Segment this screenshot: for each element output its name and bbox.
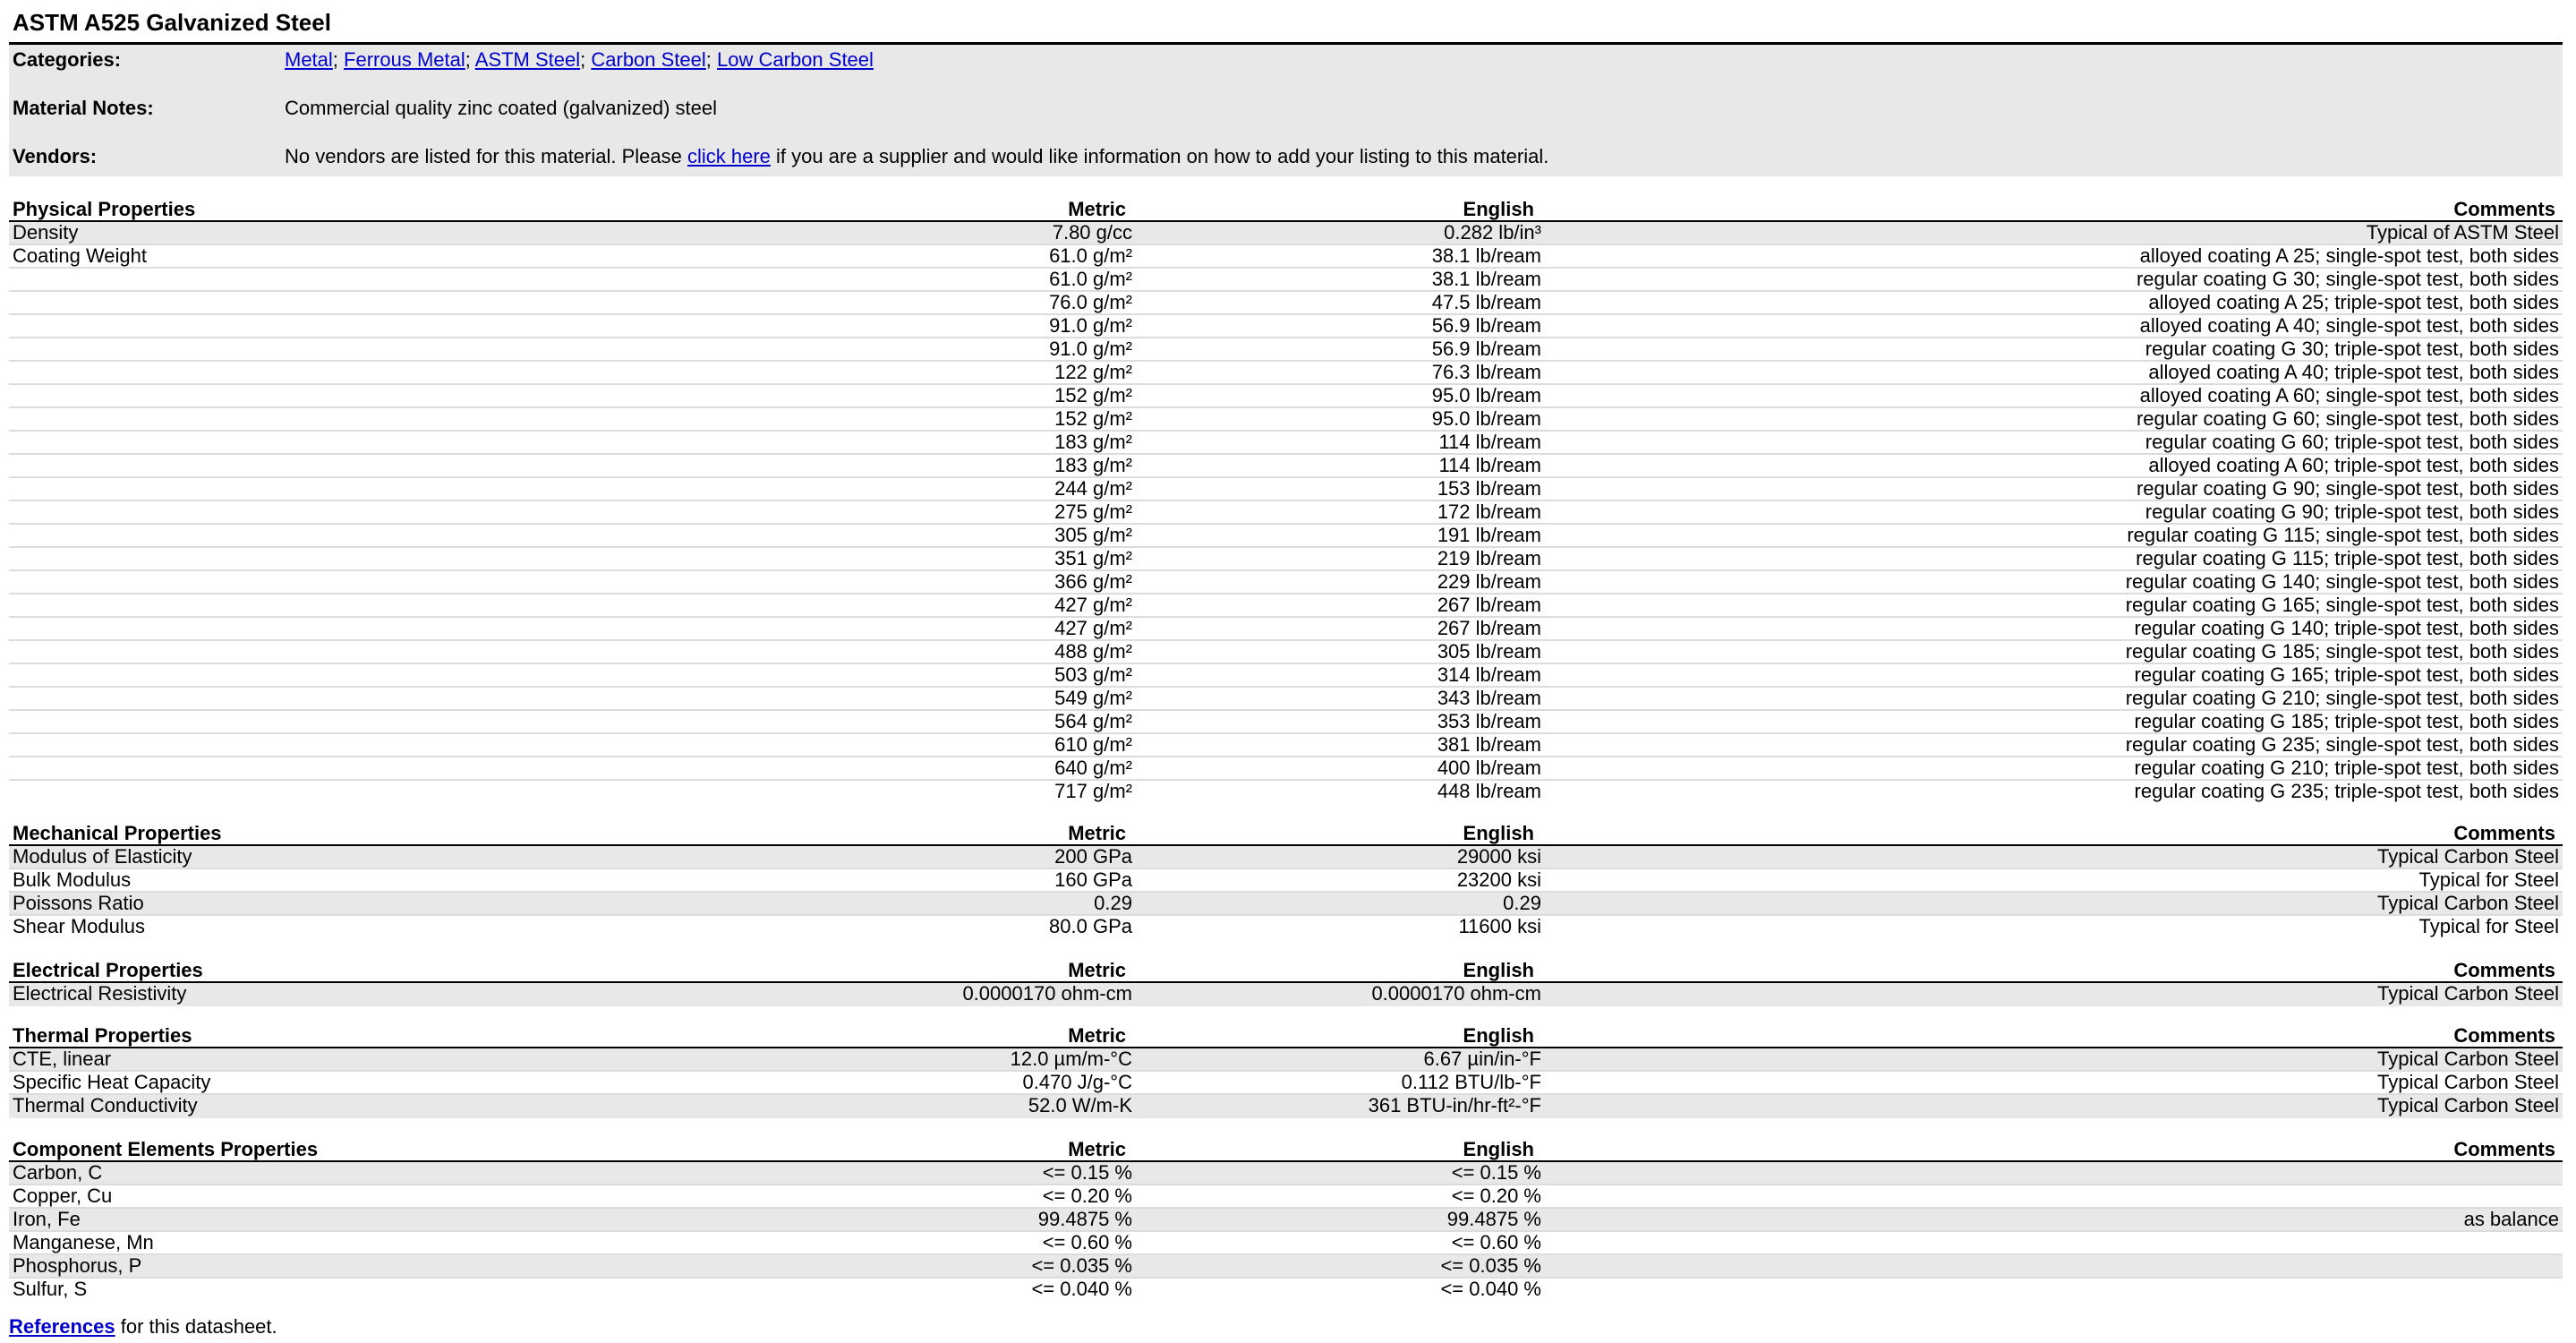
comment-text: regular coating G 140; single-spot test, both sides [2125,570,2559,593]
comment-text: Typical Carbon Steel [2377,1048,2559,1070]
english-value: 23200 ksi [1456,868,1541,891]
english-value: <= 0.040 % [1440,1278,1541,1300]
metric-value: 183 g/m² [1054,431,1132,453]
metric-value: 76.0 g/m² [1049,291,1132,313]
english-value: 114 lb/ream [1438,454,1541,476]
column-header-comments: Comments [2453,198,2555,220]
table-row [9,362,2563,385]
table-row [9,292,2563,315]
column-header-english: English [1463,198,1534,220]
table-row [9,455,2563,478]
english-value: 38.1 lb/ream [1431,268,1541,290]
section-header [9,199,2563,222]
comment-text: regular coating G 185; single-spot test, both sides [2125,640,2559,663]
english-value: 56.9 lb/ream [1431,314,1541,337]
english-value: 353 lb/ream [1437,710,1541,732]
metric-value: 610 g/m² [1054,733,1132,756]
comment-text: regular coating G 115; single-spot test, both sides [2127,524,2559,546]
categories-row [9,47,2563,73]
material-notes-value: Commercial quality zinc coated (galvanized) steel [285,97,717,119]
section-title: Thermal Properties [13,1024,192,1047]
metric-value: 61.0 g/m² [1049,268,1132,290]
english-value: 29000 ksi [1456,845,1541,868]
metric-value: <= 0.20 % [1042,1185,1132,1207]
english-value: 95.0 lb/ream [1431,384,1541,406]
column-header-comments: Comments [2453,822,2555,844]
english-value: 191 lb/ream [1437,524,1541,546]
metric-value: 52.0 W/m-K [1028,1094,1132,1116]
english-value: 219 lb/ream [1437,547,1541,569]
column-header-english: English [1463,1024,1534,1047]
category-link[interactable]: Carbon Steel [591,48,706,71]
table-row [9,571,2563,595]
comment-text: regular coating G 165; single-spot test, both sides [2125,594,2559,616]
section-title: Electrical Properties [13,959,203,981]
material-notes-label: Material Notes: [13,97,154,119]
table-row [9,1162,2563,1185]
column-header-english: English [1463,822,1534,844]
english-value: 343 lb/ream [1437,687,1541,709]
english-value: 114 lb/ream [1438,431,1541,453]
table-row [9,781,2563,804]
english-value: 448 lb/ream [1437,780,1541,802]
table-row [9,1255,2563,1279]
table-row [9,548,2563,571]
metric-value: 152 g/m² [1054,384,1132,406]
english-value: 0.29 [1503,892,1541,914]
english-value: 361 BTU-in/hr-ft²-°F [1368,1094,1541,1116]
column-header-english: English [1463,959,1534,981]
english-value: <= 0.15 % [1451,1161,1541,1184]
table-row [9,983,2563,1006]
category-separator: ; [705,48,718,71]
english-value: <= 0.20 % [1451,1185,1541,1207]
table-row [9,893,2563,916]
metric-value: 99.4875 % [1037,1208,1132,1230]
metric-value: 61.0 g/m² [1049,244,1132,267]
vendors-click-here-link[interactable]: click here [687,145,771,167]
metric-value: 275 g/m² [1054,500,1132,523]
table-row [9,245,2563,269]
section-header [9,1025,2563,1048]
comment-text: regular coating G 140; triple-spot test, both sides [2134,617,2559,639]
section-title: Mechanical Properties [13,822,222,844]
metric-value: 91.0 g/m² [1049,338,1132,360]
comment-text: regular coating G 90; triple-spot test, both sides [2145,500,2559,523]
table-row [9,757,2563,781]
category-separator: ; [332,48,345,71]
english-value: 38.1 lb/ream [1431,244,1541,267]
metric-value: 200 GPa [1054,845,1132,868]
metric-value: 640 g/m² [1054,757,1132,779]
property-name: Modulus of Elasticity [13,845,192,868]
table-row [9,1279,2563,1302]
metric-value: 7.80 g/cc [1052,221,1132,244]
table-row [9,1209,2563,1232]
table-row [9,432,2563,455]
table-row [9,711,2563,734]
comment-text: regular coating G 235; single-spot test, both sides [2125,733,2559,756]
property-name: Iron, Fe [13,1208,81,1230]
english-value: <= 0.60 % [1451,1231,1541,1253]
table-row [9,688,2563,711]
english-value: <= 0.035 % [1440,1254,1541,1277]
comment-text: regular coating G 30; single-spot test, both sides [2136,268,2559,290]
metric-value: 91.0 g/m² [1049,314,1132,337]
property-name: Bulk Modulus [13,868,132,891]
metric-value: 564 g/m² [1054,710,1132,732]
table-row [9,385,2563,408]
table-row [9,269,2563,292]
property-section [9,1025,2563,1118]
english-value: 0.282 lb/in³ [1444,221,1541,244]
metric-value: 549 g/m² [1054,687,1132,709]
english-value: 314 lb/ream [1437,663,1541,686]
property-name: Electrical Resistivity [13,982,187,1005]
category-link[interactable]: Ferrous Metal [344,48,465,71]
table-row [9,916,2563,939]
metric-value: 183 g/m² [1054,454,1132,476]
metric-value: 0.29 [1094,892,1132,914]
english-value: 267 lb/ream [1437,617,1541,639]
property-section [9,1139,2563,1302]
table-row [9,1232,2563,1255]
column-header-metric: Metric [1068,822,1126,844]
section-header [9,1139,2563,1162]
section-title: Physical Properties [13,198,196,220]
english-value: 6.67 µin/in-°F [1423,1048,1541,1070]
metric-value: 427 g/m² [1054,594,1132,616]
metric-value: 0.0000170 ohm-cm [962,982,1132,1005]
comment-text: regular coating G 30; triple-spot test, both sides [2145,338,2559,360]
metric-value: 152 g/m² [1054,407,1132,430]
metric-value: 122 g/m² [1054,361,1132,383]
property-name: Density [13,221,79,244]
metric-value: 717 g/m² [1054,780,1132,802]
english-value: 172 lb/ream [1437,500,1541,523]
comment-text: regular coating G 60; triple-spot test, both sides [2145,431,2559,453]
categories-label: Categories: [13,48,122,71]
metric-value: 427 g/m² [1054,617,1132,639]
property-name: Poissons Ratio [13,892,144,914]
column-header-metric: Metric [1068,1138,1126,1160]
comment-text: regular coating G 90; single-spot test, both sides [2136,477,2559,500]
metric-value: <= 0.040 % [1031,1278,1132,1300]
comment-text: Typical Carbon Steel [2377,845,2559,868]
references-footer [9,1316,277,1338]
table-row [9,501,2563,525]
column-header-metric: Metric [1068,1024,1126,1047]
comment-text: Typical Carbon Steel [2377,982,2559,1005]
vendors-label: Vendors: [13,145,98,167]
property-name: Thermal Conductivity [13,1094,198,1116]
english-value: 0.112 BTU/lb-°F [1401,1071,1541,1093]
metric-value: 80.0 GPa [1049,915,1132,937]
table-row [9,595,2563,618]
table-row [9,618,2563,641]
comment-text: regular coating G 115; triple-spot test, both sides [2136,547,2559,569]
comment-text: Typical of ASTM Steel [2366,221,2559,244]
table-row [9,315,2563,338]
vendors-text-post: if you are a supplier and would like information on how to add your listing to this material. [770,145,1549,167]
english-value: 11600 ksi [1458,915,1541,937]
table-row [9,664,2563,688]
column-header-metric: Metric [1068,959,1126,981]
property-section [9,199,2563,804]
english-value: 229 lb/ream [1437,570,1541,593]
english-value: 381 lb/ream [1437,733,1541,756]
category-link[interactable]: Metal [285,48,333,71]
property-name: Specific Heat Capacity [13,1071,211,1093]
property-name: Carbon, C [13,1161,103,1184]
comment-text: Typical for Steel [2418,868,2559,891]
table-row [9,1072,2563,1095]
english-value: 56.9 lb/ream [1431,338,1541,360]
material-notes-row [9,95,2563,122]
property-name: CTE, linear [13,1048,112,1070]
metric-value: 12.0 µm/m-°C [1010,1048,1132,1070]
comment-text: alloyed coating A 60; single-spot test, both sides [2139,384,2559,406]
table-row [9,408,2563,432]
property-name: Shear Modulus [13,915,145,937]
comment-text: alloyed coating A 60; triple-spot test, both sides [2148,454,2559,476]
comment-text: as balance [2463,1208,2559,1230]
references-text: for this datasheet. [115,1315,277,1338]
property-name: Copper, Cu [13,1185,113,1207]
metric-value: 305 g/m² [1054,524,1132,546]
table-row [9,1095,2563,1118]
property-name: Coating Weight [13,244,148,267]
metric-value: <= 0.035 % [1031,1254,1132,1277]
comment-text: regular coating G 235; triple-spot test, both sides [2134,780,2559,802]
comment-text: regular coating G 210; single-spot test, both sides [2125,687,2559,709]
english-value: 305 lb/ream [1437,640,1541,663]
english-value: 47.5 lb/ream [1431,291,1541,313]
section-title: Component Elements Properties [13,1138,319,1160]
english-value: 400 lb/ream [1437,757,1541,779]
metric-value: <= 0.60 % [1042,1231,1132,1253]
vendors-row [9,143,2563,170]
comment-text: alloyed coating A 40; single-spot test, both sides [2139,314,2559,337]
comment-text: Typical Carbon Steel [2377,892,2559,914]
property-section [9,823,2563,939]
property-name: Phosphorus, P [13,1254,142,1277]
table-row [9,869,2563,893]
table-row [9,338,2563,362]
column-header-english: English [1463,1138,1534,1160]
references-link[interactable]: References [9,1315,115,1338]
table-row [9,478,2563,501]
english-value: 99.4875 % [1446,1208,1541,1230]
comment-text: alloyed coating A 25; triple-spot test, both sides [2148,291,2559,313]
metric-value: 503 g/m² [1054,663,1132,686]
property-name: Sulfur, S [13,1278,88,1300]
metric-value: 0.470 J/g-°C [1022,1071,1132,1093]
table-row [9,222,2563,245]
column-header-comments: Comments [2453,1138,2555,1160]
metric-value: 160 GPa [1054,868,1132,891]
english-value: 153 lb/ream [1437,477,1541,500]
comment-text: Typical Carbon Steel [2377,1094,2559,1116]
column-header-metric: Metric [1068,198,1126,220]
metric-value: 488 g/m² [1054,640,1132,663]
table-row [9,734,2563,757]
comment-text: Typical for Steel [2418,915,2559,937]
categories-list [285,47,874,73]
english-value: 267 lb/ream [1437,594,1541,616]
comment-text: regular coating G 185; triple-spot test, both sides [2134,710,2559,732]
column-header-comments: Comments [2453,1024,2555,1047]
column-header-comments: Comments [2453,959,2555,981]
page-title: ASTM A525 Galvanized Steel [13,9,331,36]
english-value: 76.3 lb/ream [1431,361,1541,383]
vendors-text-pre: No vendors are listed for this material. Please [285,145,687,167]
vendors-value [285,143,1548,170]
metric-value: 244 g/m² [1054,477,1132,500]
comment-text: regular coating G 210; triple-spot test, both sides [2134,757,2559,779]
comment-text: Typical Carbon Steel [2377,1071,2559,1093]
metric-value: 366 g/m² [1054,570,1132,593]
comment-text: regular coating G 165; triple-spot test, both sides [2134,663,2559,686]
property-name: Manganese, Mn [13,1231,154,1253]
category-separator: ; [465,48,475,71]
section-header [9,960,2563,983]
comment-text: regular coating G 60; single-spot test, both sides [2136,407,2559,430]
table-row [9,525,2563,548]
table-row [9,641,2563,664]
section-header [9,823,2563,846]
category-separator: ; [580,48,592,71]
material-info-box [9,45,2563,176]
property-section [9,960,2563,1006]
category-link[interactable]: ASTM Steel [474,48,581,71]
comment-text: alloyed coating A 25; single-spot test, both sides [2139,244,2559,267]
table-row [9,846,2563,869]
metric-value: <= 0.15 % [1042,1161,1132,1184]
table-row [9,1048,2563,1072]
english-value: 95.0 lb/ream [1431,407,1541,430]
category-link[interactable]: Low Carbon Steel [717,48,874,71]
metric-value: 351 g/m² [1054,547,1132,569]
comment-text: alloyed coating A 40; triple-spot test, both sides [2148,361,2559,383]
english-value: 0.0000170 ohm-cm [1371,982,1541,1005]
table-row [9,1185,2563,1209]
